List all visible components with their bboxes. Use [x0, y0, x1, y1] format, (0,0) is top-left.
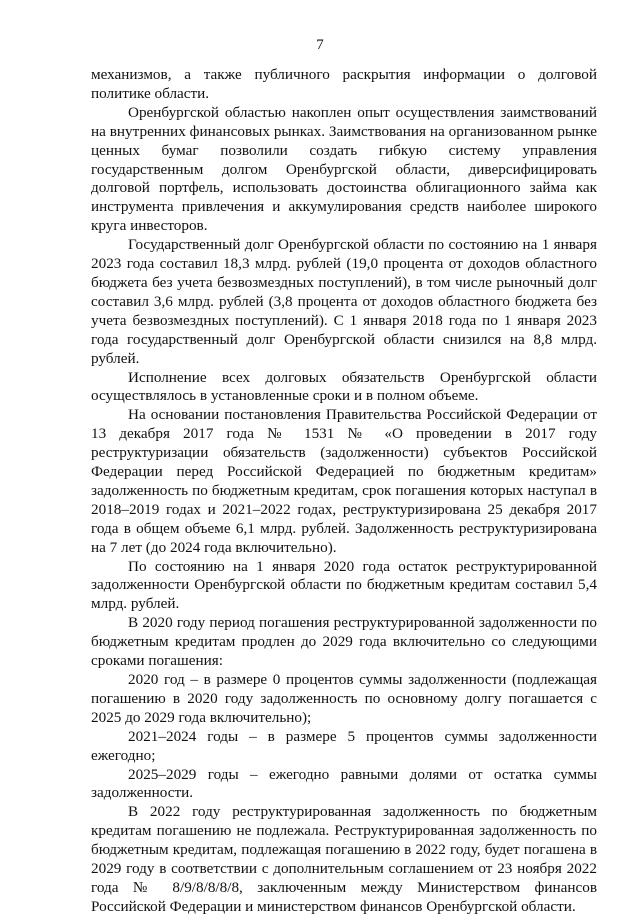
paragraph-4: Исполнение всех долговых обязательств Оренбургской области осуществлялось в установленные сроки и в полном объеме.: [91, 368, 597, 405]
paragraph-3: Государственный долг Оренбургской области по состоянию на 1 января 2023 года составил 18,3 млрд. рублей (19,0 процента от доходов областного бюджета без учета безвозмездных поступлений), в том числе рыночный долг составил 3,6 млрд. рублей (3,8 процента от доходов областного бюджета без учета безвозмездных поступлений). С 1 января 2018 года по 1 января 2023 года государственный долг Оренбургской области снизился на 8,8 млрд. рублей.: [91, 236, 597, 367]
paragraph-9: 2021–2024 годы – в размере 5 процентов суммы задолженности ежегодно;: [91, 727, 597, 764]
paragraph-11: В 2022 году реструктурированная задолженность по бюджетным кредитам погашению не подлежала. Реструктурированная задолженность по бюджетным кредитам, подлежащая погашению в 2022 году, будет погашена в 2029 году в соответствии с дополнительным соглашением от 23 ноября 2022 года № 8/9/8/8/8/8, заключенным между Министерством финансов Российской Федерации и министерством финансов Оренбургской области.: [91, 803, 597, 915]
paragraph-1: механизмов, а также публичного раскрытия информации о долговой политике области.: [91, 66, 597, 102]
paragraph-7: В 2020 году период погашения реструктурированной задолженности по бюджетным кредитам продлен до 2029 года включительно со следующими сроками погашения:: [91, 614, 597, 670]
page-number: 7: [316, 37, 324, 53]
paragraph-10: 2025–2029 годы – ежегодно равными долями от остатка суммы задолженности.: [91, 765, 597, 802]
paragraph-8: 2020 год – в размере 0 процентов суммы задолженности (подлежащая погашению в 2020 году задолженность по основному долгу погашается с 2025 до 2029 года включительно);: [91, 671, 597, 726]
paragraph-5: На основании постановления Правительства Российской Федерации от 13 декабря 2017 года № 1531 № «О проведении в 2017 году реструктуризации обязательств (задолженности) субъектов Российской Федерации перед Российской Федерацией по бюджетным кредитам» задолженность по бюджетным кредитам, срок погашения которых наступал в 2018–2019 годах и 2021–2022 годах, реструктуризирована 25 декабря 2017 года в общем объеме 6,1 млрд. рублей. Задолженность реструктуризирована на 7 лет (до 2024 года включительно).: [91, 406, 597, 556]
paragraph-6: По состоянию на 1 января 2020 года остаток реструктурированной задолженности Оренбургской области по бюджетным кредитам составил 5,4 млрд. рублей.: [91, 557, 597, 613]
document-body: [91, 66, 597, 917]
paragraph-2: Оренбургской областью накоплен опыт осуществления заимствований на внутренних финансовых рынках. Заимствования на организованном рынке ценных бумаг позволили создать гибкую систему управления государственным долгом Оренбургской области, диверсифицировать долговой портфель, использовать достоинства облигационного займа как инструмента привлечения и аккумулирования средств наиболее широкого круга инвесторов.: [91, 103, 597, 235]
